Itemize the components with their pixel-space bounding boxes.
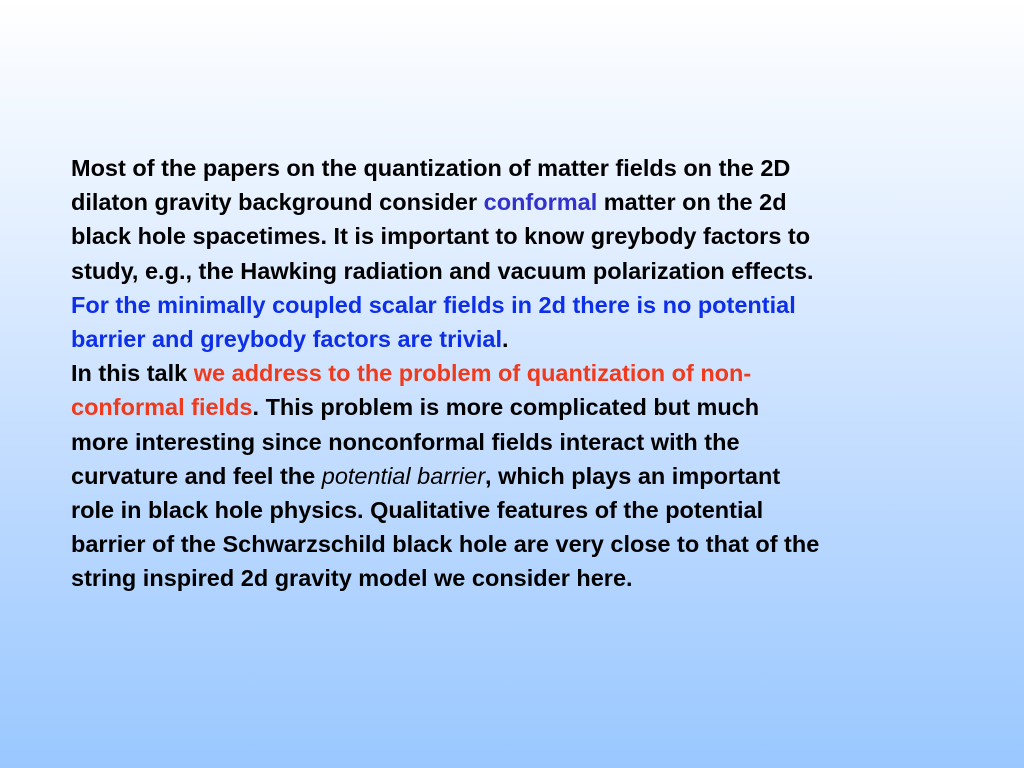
text-run: black hole spacetimes. It is important to know greybody factors to [71,223,811,250]
text-line [71,493,991,527]
emphasis-potential-barrier: potential barrier [321,462,486,489]
text-line [71,459,991,493]
text-run: , which plays an important [485,462,781,489]
paragraph-intro [71,151,991,356]
text-line [71,322,991,356]
paragraph-talk-aim [71,356,991,595]
text-run: matter on the 2d [597,189,787,216]
text-run: string inspired 2d gravity model we consider here. [71,565,633,592]
highlight-problem-end: conformal fields [71,394,253,421]
slide-body [71,151,991,596]
highlight-minimal-coupling-end: barrier and greybody factors are trivial [71,326,502,353]
highlight-minimal-coupling: For the minimally coupled scalar fields in 2d there is no potential [71,291,796,318]
text-run: more interesting since nonconformal fields interact with the [71,428,740,455]
text-line [71,219,991,253]
text-run: dilaton gravity background consider [71,189,484,216]
text-line [71,185,991,219]
highlight-conformal: conformal [483,189,598,216]
text-run: role in black hole physics. Qualitative features of the potential [71,497,764,524]
text-line [71,254,991,288]
text-line [71,288,991,322]
text-run: . [502,326,509,353]
text-run: In this talk [71,360,194,387]
text-run: curvature and feel the [71,462,322,489]
text-run: study, e.g., the Hawking radiation and vacuum polarization effects. [71,257,814,284]
highlight-problem: we address to the problem of quantization of non- [193,360,752,387]
text-run: Most of the papers on the quantization of matter fields on the 2D [71,155,791,181]
text-line [71,561,991,595]
text-line [71,356,991,390]
text-line [71,151,991,185]
text-run: . This problem is more complicated but much [252,394,760,421]
text-run: barrier of the Schwarzschild black hole are very close to that of the [71,531,820,558]
text-line [71,390,991,424]
text-line [71,527,991,561]
text-line [71,425,991,459]
